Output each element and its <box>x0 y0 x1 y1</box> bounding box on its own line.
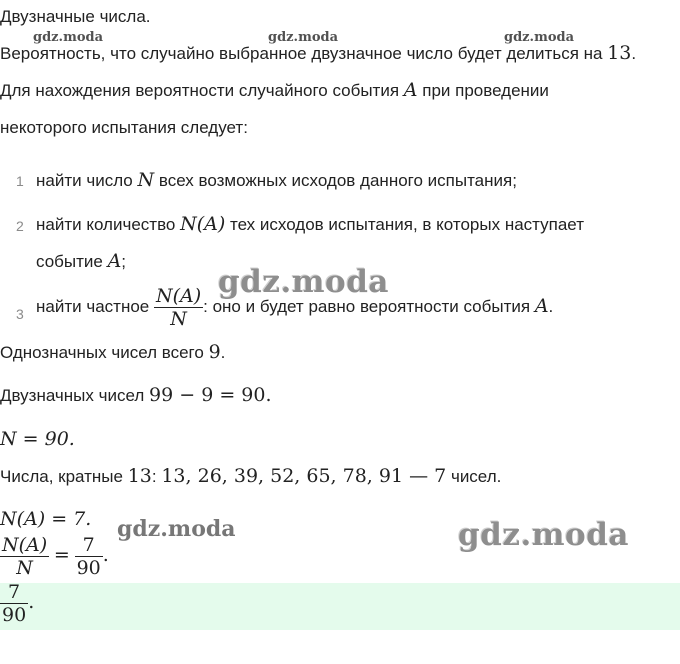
ratio-end: . <box>102 543 109 566</box>
step-2-expr: N(A) <box>180 213 226 235</box>
step-1-b: всех возможных исходов данного испытания; <box>154 171 517 190</box>
ratio-line <box>0 534 109 579</box>
step-3-number: 3 <box>16 306 24 322</box>
double-a: Двузначных чисел <box>0 386 150 405</box>
single-val: 9 <box>208 341 221 363</box>
watermark: gdz.moda <box>33 30 104 45</box>
step-1 <box>36 169 517 191</box>
step-2-end: ; <box>121 252 127 271</box>
question-text: Вероятность, что случайно выбранное двузначное число будет делиться на <box>0 44 608 63</box>
rule-intro-a: Для нахождения вероятности случайного события <box>0 81 404 100</box>
step-3-var: A <box>534 294 549 317</box>
step-1-number: 1 <box>16 173 24 189</box>
step-3-frac-den: N <box>154 307 203 330</box>
ratio-fraction-left <box>0 534 49 579</box>
ratio-rnum: 7 <box>82 534 95 556</box>
step-2-c: событие <box>36 252 108 271</box>
single-a: Однозначных чисел всего <box>0 343 209 362</box>
heading: Двузначные числа. <box>0 7 151 26</box>
ratio-fraction-right <box>75 534 103 579</box>
multiples-k: 13 <box>127 465 152 487</box>
multiples-line <box>0 465 501 487</box>
answer-num: 7 <box>8 581 21 603</box>
step-3-frac-num: N(A) <box>155 285 202 307</box>
answer-fraction <box>0 581 28 626</box>
step-3-b: : оно и будет равно вероятности события <box>203 296 535 316</box>
ratio-rden: 90 <box>76 557 101 579</box>
step-1-var: N <box>137 169 155 191</box>
multiples-colon: : <box>151 467 162 486</box>
answer-end: . <box>28 590 35 613</box>
rule-intro-line2: некоторого испытания следует: <box>0 118 248 137</box>
step-3-fraction <box>154 285 203 330</box>
n-line: N = 90. <box>0 428 75 450</box>
watermark: gdz.moda <box>458 517 629 553</box>
watermark: gdz.moda <box>218 264 389 300</box>
rule-intro-var: A <box>403 79 418 101</box>
step-2-b: тех исходов испытания, в которых наступает <box>225 215 584 234</box>
multiples-a: Числа, кратные <box>0 467 128 486</box>
step-2-var: A <box>107 250 122 272</box>
ratio-den: N <box>0 556 49 579</box>
ratio-eq: = <box>53 543 70 566</box>
watermark: gdz.moda <box>504 30 575 45</box>
rule-intro <box>0 79 549 101</box>
double-end: . <box>265 384 272 406</box>
step-2-number: 2 <box>16 218 24 234</box>
single-digit-line <box>0 341 225 363</box>
step-3-end: . <box>548 296 554 316</box>
single-end: . <box>220 343 226 362</box>
question-end: . <box>631 44 637 63</box>
answer-den: 90 <box>2 604 27 626</box>
double-digit-line <box>0 384 272 406</box>
question <box>0 42 636 64</box>
ratio-num: N(A) <box>2 534 48 556</box>
rule-intro-b: при проведении <box>417 81 549 100</box>
double-expr: 99 − 9 = 90 <box>149 384 266 406</box>
step-3-a: найти частное <box>36 296 154 316</box>
step-2-line2 <box>36 250 126 272</box>
step-2 <box>36 213 584 235</box>
multiples-end: чисел. <box>446 467 502 486</box>
na-line: N(A) = 7. <box>0 508 92 530</box>
answer-box <box>0 583 680 630</box>
watermark: gdz.moda <box>117 516 236 542</box>
step-2-a: найти количество <box>36 215 181 234</box>
step-1-a: найти число <box>36 171 138 190</box>
watermark: gdz.moda <box>268 30 339 45</box>
multiples-list: 13, 26, 39, 52, 65, 78, 91 — 7 <box>161 465 447 487</box>
answer <box>0 581 34 626</box>
question-number: 13 <box>607 42 632 64</box>
